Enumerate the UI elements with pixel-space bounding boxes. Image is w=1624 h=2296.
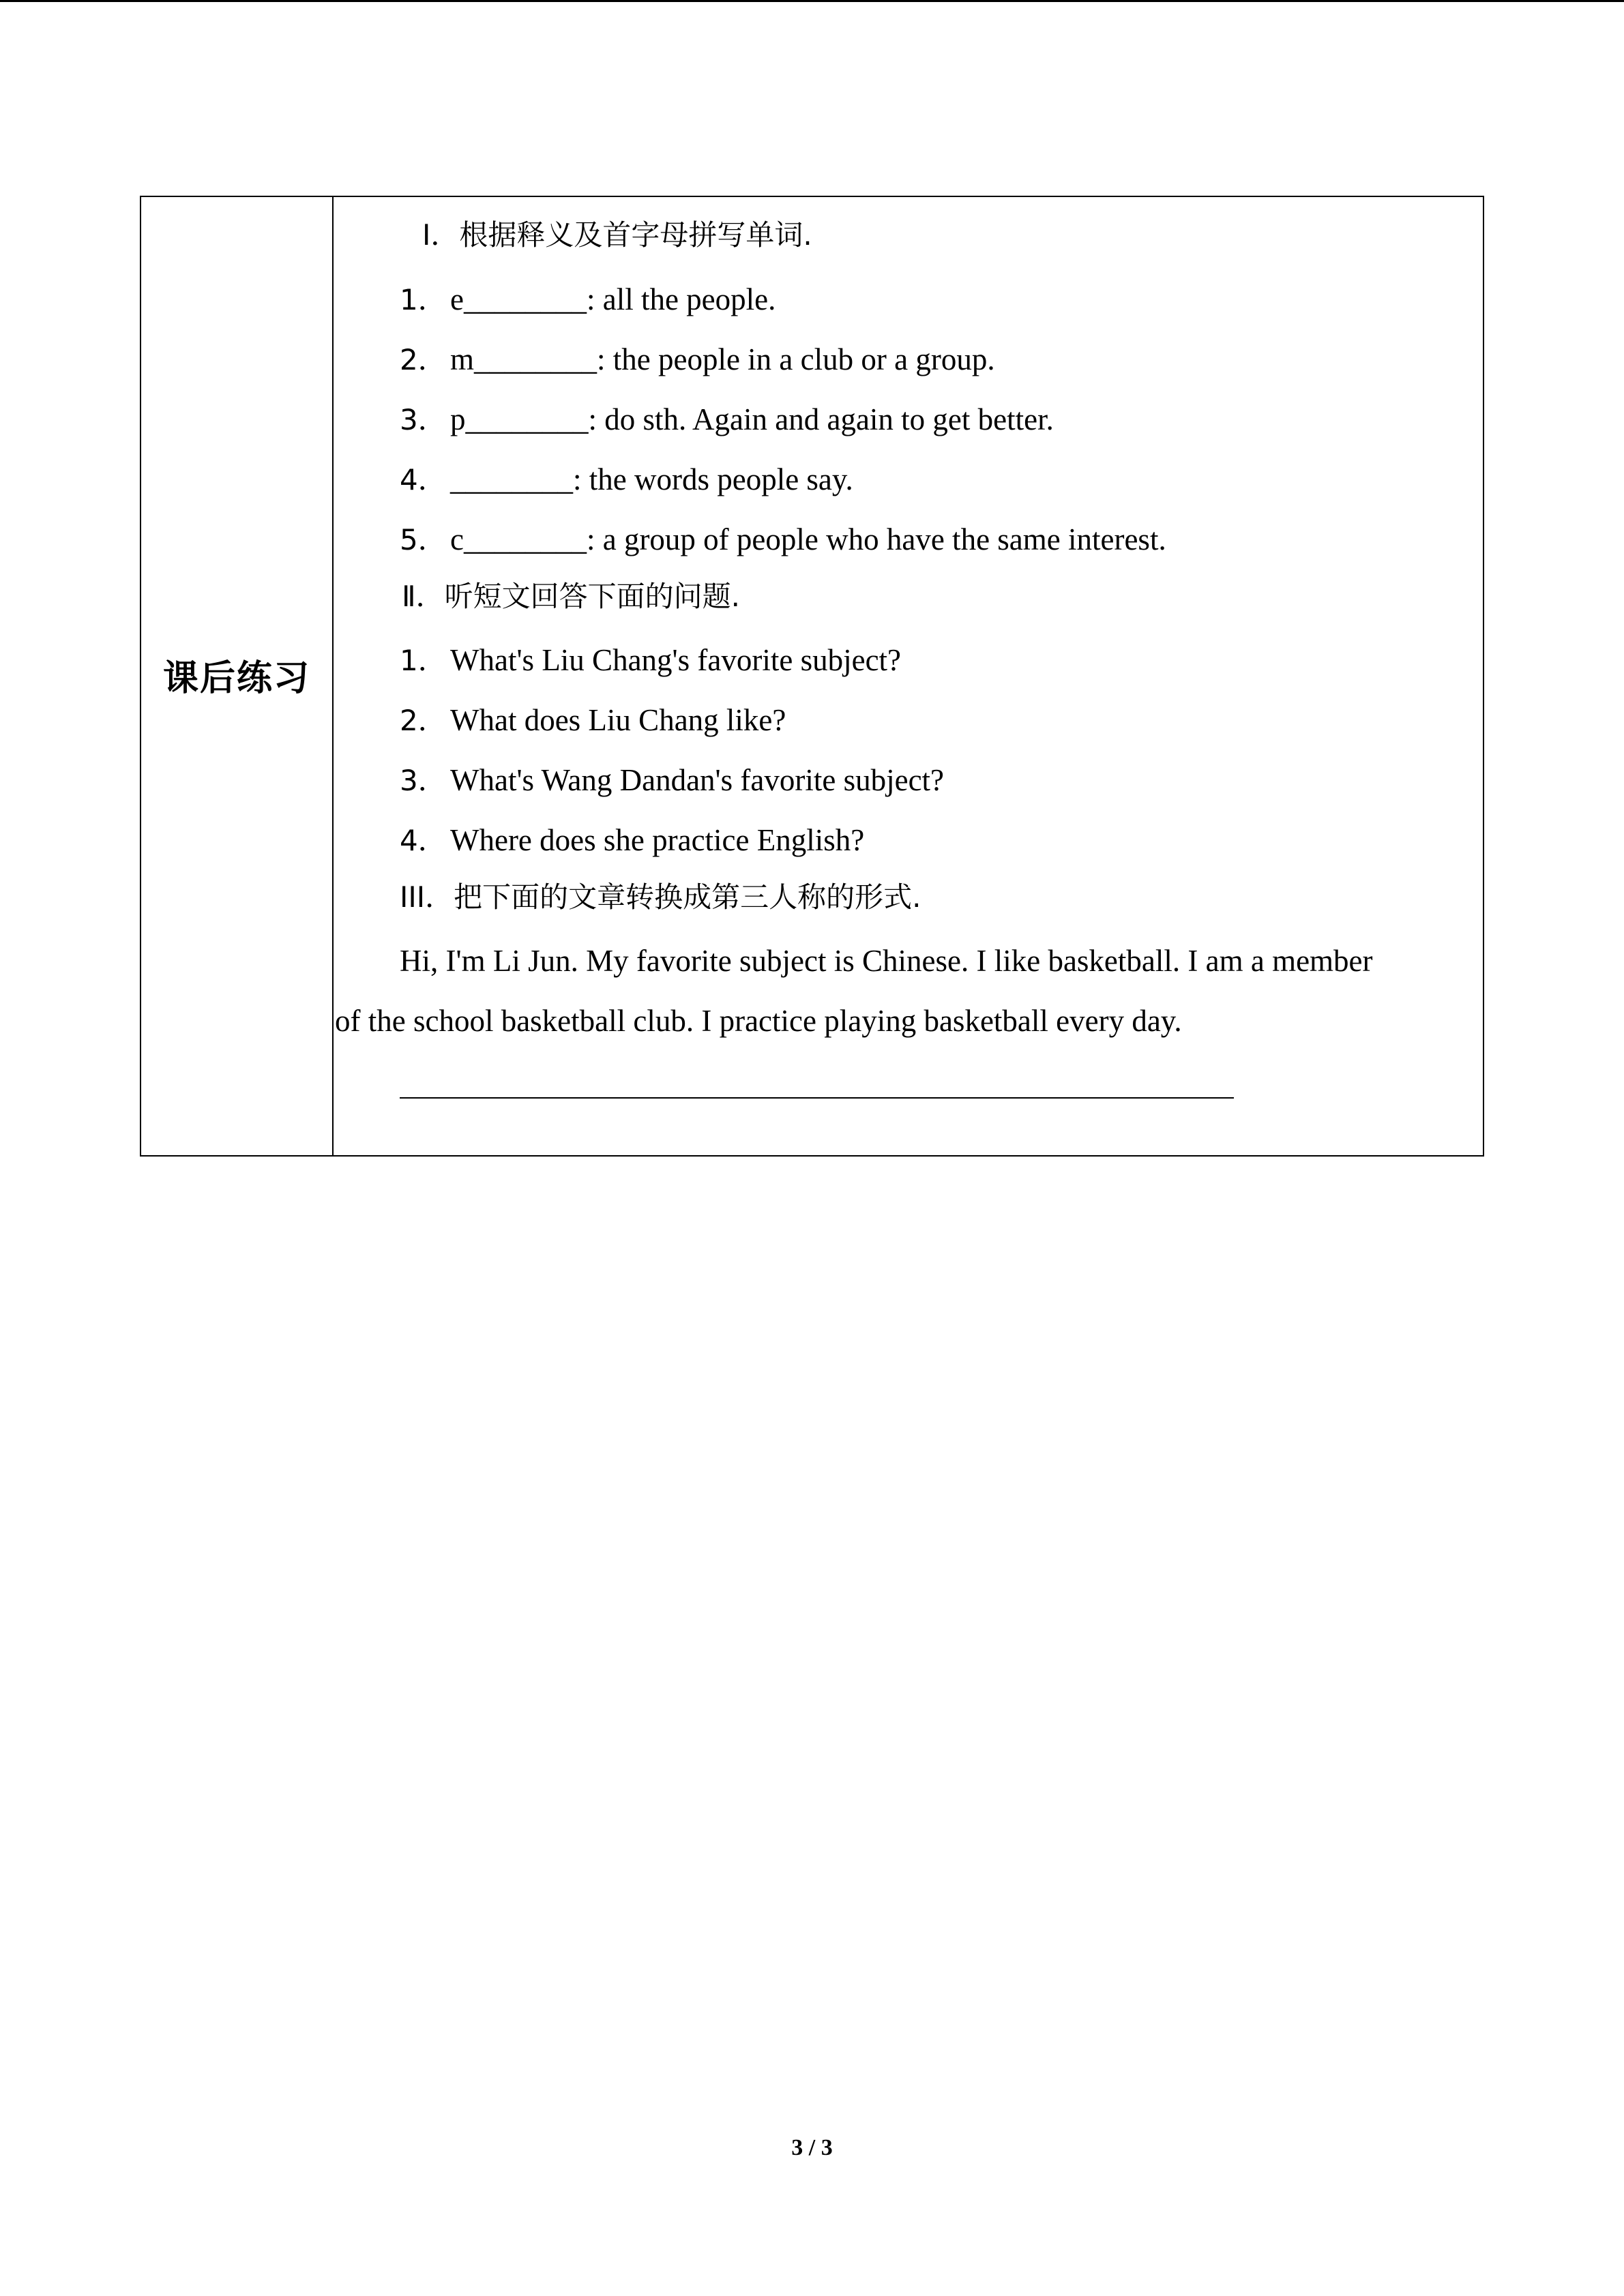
- item-text: What's Wang Dandan's favorite subject?: [450, 763, 945, 797]
- section2-item-4: [400, 825, 864, 856]
- item-number: 2．: [400, 704, 447, 737]
- item-number: 5．: [400, 523, 447, 556]
- section2-item-1: [400, 645, 901, 676]
- item-number: 4．: [400, 824, 447, 857]
- content-cell: [334, 197, 1483, 1155]
- section1-heading: Ⅰ．根据释义及首字母拼写单词.: [422, 218, 812, 252]
- section2-heading: Ⅱ．听短文回答下面的问题.: [402, 580, 741, 613]
- item-text: e________: all the people.: [450, 282, 776, 316]
- passage-line-2: of the school basketball club. I practice playing basketball every day.: [335, 1004, 1182, 1038]
- section-label: 课后练习: [162, 658, 310, 699]
- item-number: 3．: [400, 764, 447, 797]
- section1-item-1: [400, 284, 776, 315]
- item-number: 2．: [400, 343, 447, 376]
- item-text: c________: a group of people who have the same interest.: [450, 522, 1166, 556]
- section3-heading: III．把下面的文章转换成第三人称的形式.: [400, 880, 921, 914]
- label-cell: [141, 197, 334, 1155]
- section1-item-5: [400, 524, 1166, 555]
- item-number: 1．: [400, 283, 447, 316]
- section1-item-3: [400, 404, 1054, 435]
- page-top-border: [0, 0, 1624, 2]
- item-text: Where does she practice English?: [450, 823, 865, 857]
- passage-line-1: Hi, I'm Li Jun. My favorite subject is Chinese. I like basketball. I am a member: [400, 944, 1373, 978]
- item-text: What's Liu Chang's favorite subject?: [450, 643, 902, 677]
- section2-item-2: [400, 705, 786, 736]
- item-number: 3．: [400, 403, 447, 436]
- item-number: 4．: [400, 463, 447, 496]
- item-number: 1．: [400, 644, 447, 677]
- page-number: 3 / 3: [791, 2135, 833, 2160]
- section1-item-4: [400, 464, 853, 495]
- section1-item-2: [400, 344, 995, 375]
- exercise-table: [140, 196, 1484, 1157]
- answer-line-1[interactable]: [400, 1097, 1234, 1099]
- item-text: p________: do sth. Again and again to get better.: [450, 402, 1054, 436]
- item-text: m________: the people in a club or a group.: [450, 342, 995, 376]
- item-text: ________: the words people say.: [450, 462, 853, 496]
- section2-item-3: [400, 765, 944, 796]
- item-text: What does Liu Chang like?: [450, 703, 786, 737]
- answer-line-2[interactable]: [400, 1155, 1234, 1157]
